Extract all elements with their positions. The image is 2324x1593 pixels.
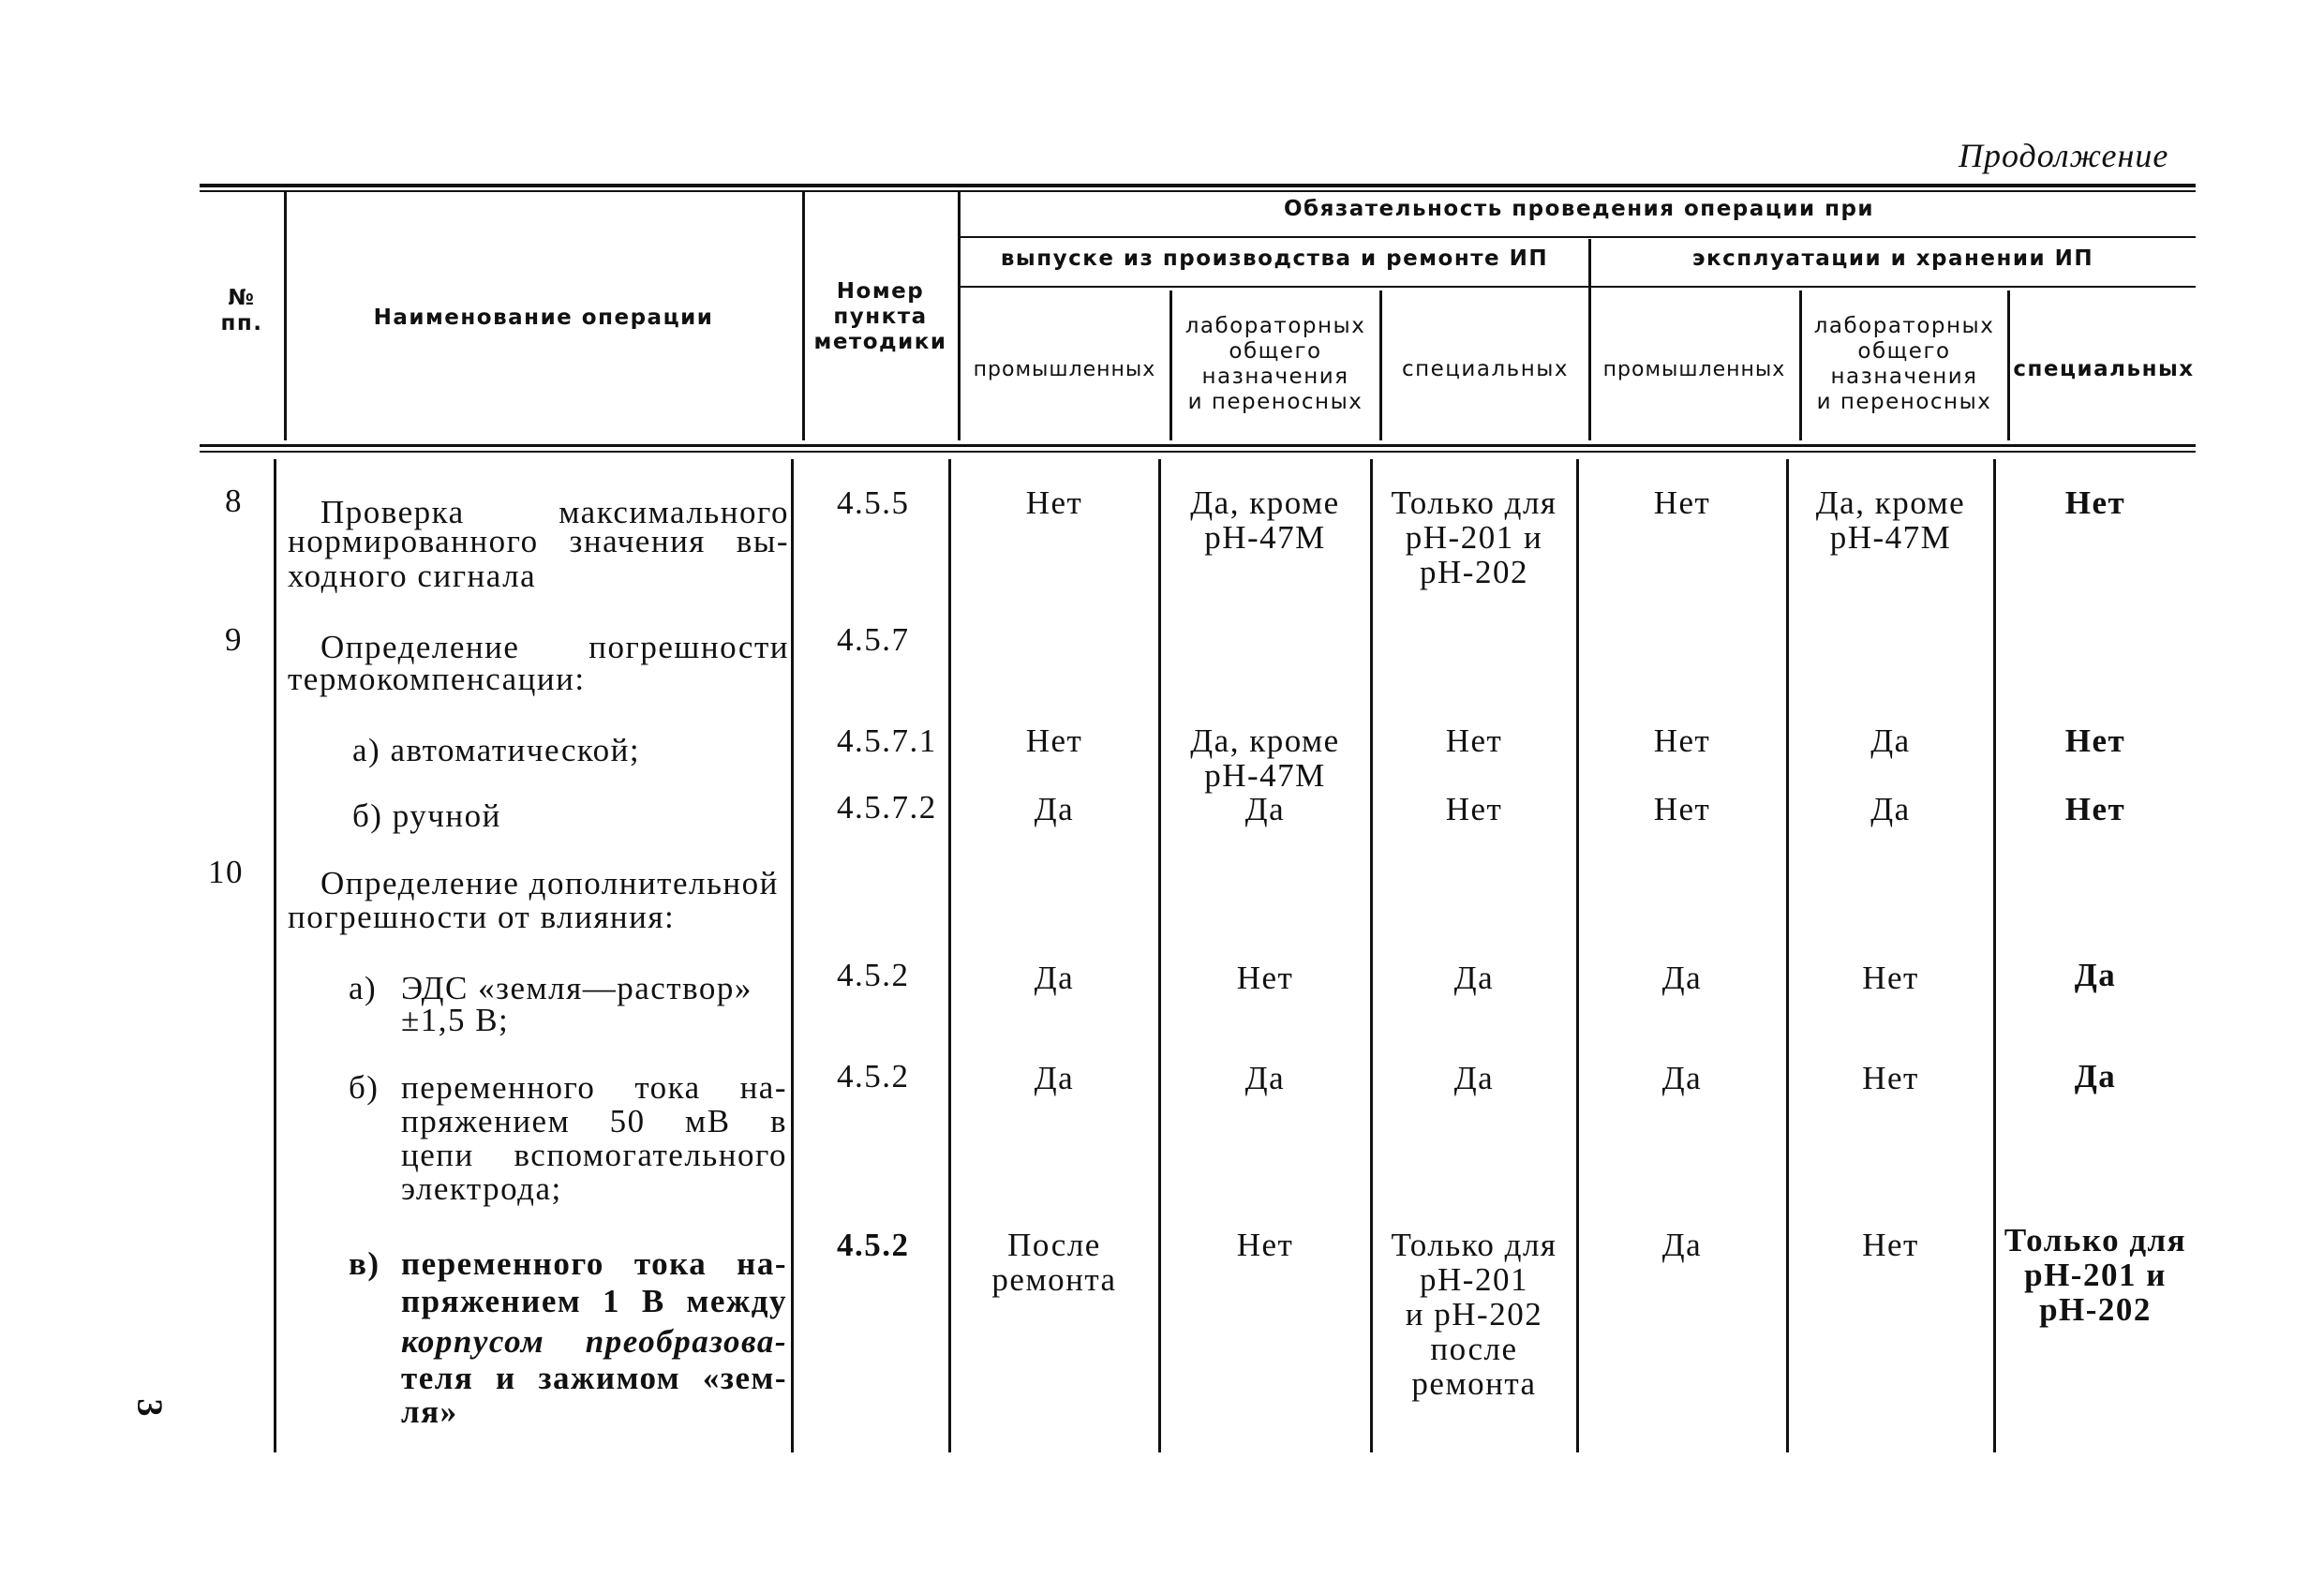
header-industrial: промышленных [973,358,1156,381]
row-number: 9 [225,621,243,658]
body-rule [200,444,2196,447]
cell-release-special: Да [1453,1060,1495,1096]
operation-name-line: пряжением 1 В между [401,1283,787,1319]
col-line-2b [791,459,794,1452]
col-line-1 [284,192,287,440]
operation-name-line: Определение погрешности [320,629,789,665]
col-line-6 [1588,239,1591,440]
cell-release-lab: Нет [1236,960,1294,996]
operation-name-line: переменного тока на- [401,1069,787,1106]
header-lab: лабораторных общего назначения и переносных [1184,314,1366,414]
operation-name-line: цепи вспомогательного [401,1137,787,1173]
cell-operation-industrial: Нет [1653,722,1711,759]
operation-name-line: электрода; [401,1170,562,1207]
cell-operation-lab: Да [1870,722,1911,759]
header-rule-1 [961,236,2196,238]
col-line-4b [1158,459,1161,1452]
col-line-7b [1786,459,1789,1452]
operation-name-line: термокомпенсации: [288,661,586,697]
col-line-3b [948,459,951,1452]
cell-operation-lab: Да [1870,791,1911,827]
col-line-8b [1993,459,1996,1452]
cell-release-lab: Нет [1236,1227,1294,1263]
operation-name-line: ходного сигнала [288,558,537,594]
header-num: № пп. [220,286,263,335]
row-number: 10 [208,854,244,890]
operation-name-line: погрешности от влияния: [288,899,676,935]
cell-operation-industrial: Нет [1653,484,1711,521]
row-number: 8 [225,483,243,519]
continuation-label: Продолжение [1959,137,2169,174]
col-line-1b [274,459,276,1452]
header-special: специальных [1401,357,1570,381]
cell-operation-special: Нет [2064,722,2126,759]
cell-operation-lab: Нет [1862,960,1919,996]
header-industrial-2: промышленных [1602,358,1786,381]
cell-release-special: Только для pH-201 и pH-202 после ремонта [1391,1227,1557,1402]
item-label: б) [349,1069,380,1106]
header-special-2: специальных [2013,357,2195,381]
method-number: 4.5.7.2 [837,789,937,826]
cell-operation-industrial: Да [1661,960,1703,996]
header-rule-2 [961,286,2196,288]
operation-name-line: Проверка максимального [320,494,789,530]
top-rule [200,184,2196,187]
top-rule-thin [200,190,2196,192]
cell-operation-industrial: Нет [1653,791,1711,827]
method-number: 4.5.2 [837,957,910,993]
cell-operation-lab: Нет [1862,1227,1919,1263]
operation-name-line: пряжением 50 мВ в [401,1103,787,1139]
item-label: в) [349,1245,380,1282]
method-number: 4.5.7.1 [837,722,937,759]
operation-name-line: переменного тока на- [401,1245,787,1282]
col-line-4 [1169,290,1172,440]
cell-release-industrial: Да [1034,960,1075,996]
col-line-5b [1370,459,1373,1452]
cell-operation-special: Нет [2064,484,2126,521]
item-label: а) [349,970,378,1006]
header-method: Номер пункта методики [813,279,947,354]
cell-operation-special: Нет [2064,791,2126,827]
header-release: выпуске из производства и ремонте ИП [1000,246,1549,271]
cell-operation-special: Да [2074,1058,2117,1094]
col-line-6b [1576,459,1579,1452]
header-name: Наименование операции [373,305,714,330]
cell-release-lab: Да, кроме pH-47М [1190,722,1340,794]
cell-release-special: Да [1453,960,1495,996]
operation-name-line: ля» [401,1393,458,1430]
cell-release-lab: Да [1244,1060,1286,1096]
cell-operation-special: Да [2074,957,2117,993]
cell-release-special: Только для pH-201 и pH-202 [1391,484,1557,590]
method-number: 4.5.5 [837,484,910,521]
body-rule-thin [200,451,2196,453]
method-number: 4.5.2 [837,1058,910,1094]
cell-operation-lab: Нет [1862,1060,1919,1096]
header-operation: эксплуатации и хранении ИП [1691,246,2094,271]
cell-release-lab: Да [1244,791,1286,827]
cell-release-industrial: После ремонта [991,1227,1117,1298]
operation-name-line: теля и зажимом «зем- [401,1360,787,1396]
cell-operation-special: Только для pH-201 и pH-202 [2004,1222,2187,1328]
col-line-2 [802,192,805,440]
col-line-7 [1799,290,1802,440]
method-number: 4.5.2 [837,1227,910,1263]
cell-release-special: Нет [1445,722,1503,759]
cell-release-industrial: Нет [1025,484,1083,521]
cell-operation-industrial: Да [1661,1060,1703,1096]
col-line-5 [1379,290,1382,440]
cell-operation-industrial: Да [1661,1227,1703,1263]
cell-release-industrial: Да [1034,1060,1075,1096]
page-number: 3 [129,1398,170,1417]
operation-name-line: а) автоматической; [352,732,641,768]
operation-name-line: б) ручной [352,797,501,834]
operation-name-line: нормированного значения вы- [288,523,789,559]
cell-release-special: Нет [1445,791,1503,827]
col-line-3 [958,192,961,440]
col-line-8 [2007,290,2010,440]
operation-name-line: Определение дополнительной [320,865,779,901]
operation-name-line: ЭДС «земля—раствор» [401,970,752,1006]
cell-operation-lab: Да, кроме pH-47М [1815,484,1966,556]
header-lab-2: лабораторных общего назначения и переносных [1813,314,1995,414]
cell-release-lab: Да, кроме pH-47М [1190,484,1340,556]
cell-release-industrial: Нет [1025,722,1083,759]
header-obligation: Обязательность проведения операции при [1283,197,1875,221]
cell-release-industrial: Да [1034,791,1075,827]
method-number: 4.5.7 [837,621,910,658]
operation-name-line: ±1,5 В; [401,1002,510,1038]
operation-name-line: корпусом преобразова- [401,1323,787,1360]
